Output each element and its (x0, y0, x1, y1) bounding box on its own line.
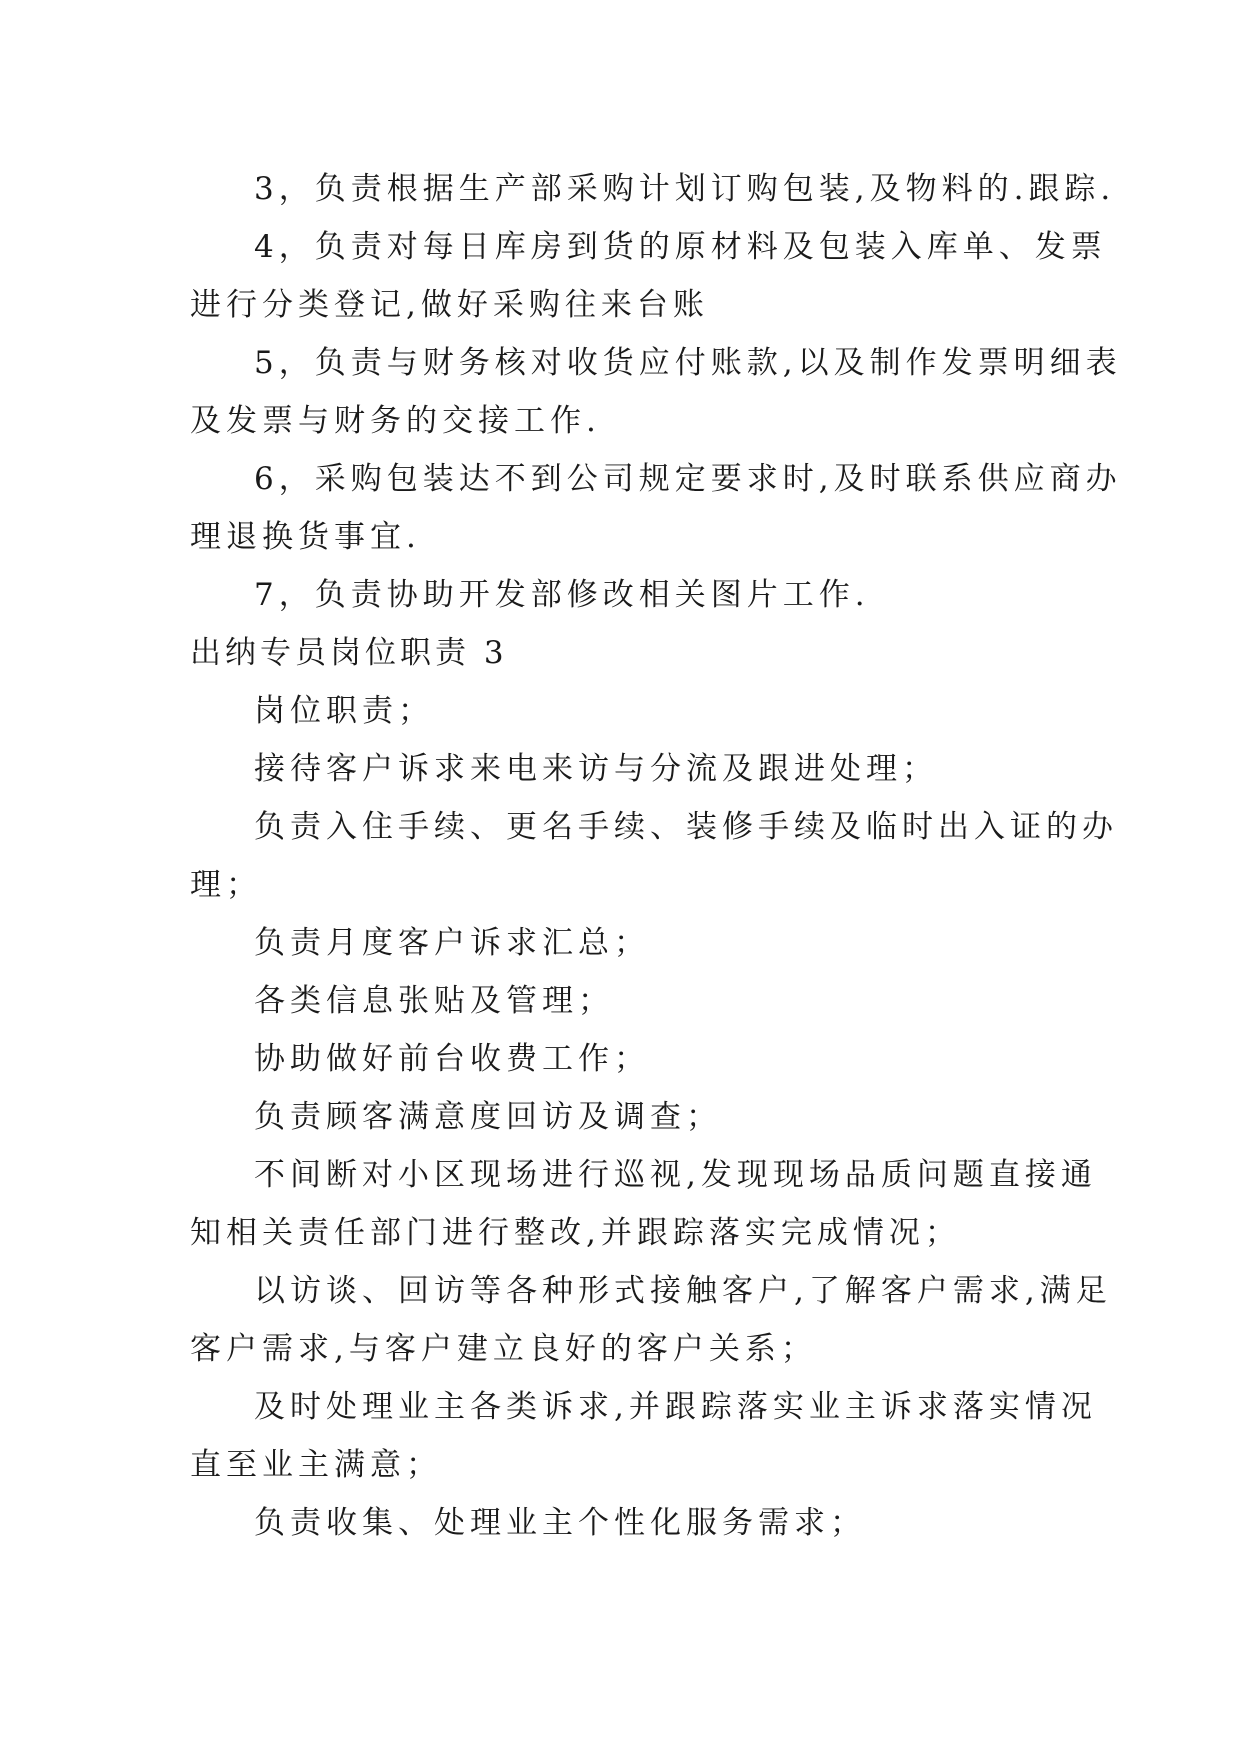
paragraph-line: 3，负责根据生产部采购计划订购包装,及物料的.跟踪. (254, 171, 1116, 207)
section-heading: 出纳专员岗位职责 3 (190, 635, 508, 671)
paragraph-line: 4，负责对每日库房到货的原材料及包装入库单、发票 (254, 229, 1107, 265)
paragraph-line: 客户需求,与客户建立良好的客户关系； (190, 1331, 817, 1367)
paragraph-line: 不间断对小区现场进行巡视,发现现场品质问题直接通 (254, 1157, 1097, 1193)
paragraph-line: 负责顾客满意度回访及调查； (254, 1099, 722, 1135)
paragraph-line: 7，负责协助开发部修改相关图片工作. (254, 577, 870, 613)
paragraph-line: 5，负责与财务核对收货应付账款,以及制作发票明细表 (254, 345, 1122, 381)
paragraph-line: 负责入住手续、更名手续、装修手续及临时出入证的办 (254, 809, 1118, 845)
paragraph-line: 及时处理业主各类诉求,并跟踪落实业主诉求落实情况 (254, 1389, 1097, 1425)
document-body (190, 160, 1122, 1552)
paragraph-line: 各类信息张贴及管理； (254, 983, 614, 1019)
paragraph-line: 直至业主满意； (190, 1447, 442, 1483)
paragraph-line: 理； (190, 867, 262, 903)
paragraph-line: 接待客户诉求来电来访与分流及跟进处理； (254, 751, 938, 787)
paragraph-line: 6，采购包装达不到公司规定要求时,及时联系供应商办 (254, 461, 1122, 497)
paragraph-line: 及发票与财务的交接工作. (190, 403, 601, 439)
paragraph-line: 知相关责任部门进行整改,并跟踪落实完成情况； (190, 1215, 961, 1251)
paragraph-line: 负责月度客户诉求汇总； (254, 925, 650, 961)
paragraph-line: 进行分类登记,做好采购往来台账 (190, 287, 709, 323)
paragraph-line: 以访谈、回访等各种形式接触客户,了解客户需求,满足 (254, 1273, 1112, 1309)
paragraph-line: 岗位职责； (254, 693, 434, 729)
paragraph-line: 协助做好前台收费工作； (254, 1041, 650, 1077)
paragraph-line: 负责收集、处理业主个性化服务需求； (254, 1505, 866, 1541)
paragraph-line: 理退换货事宜. (190, 519, 421, 555)
